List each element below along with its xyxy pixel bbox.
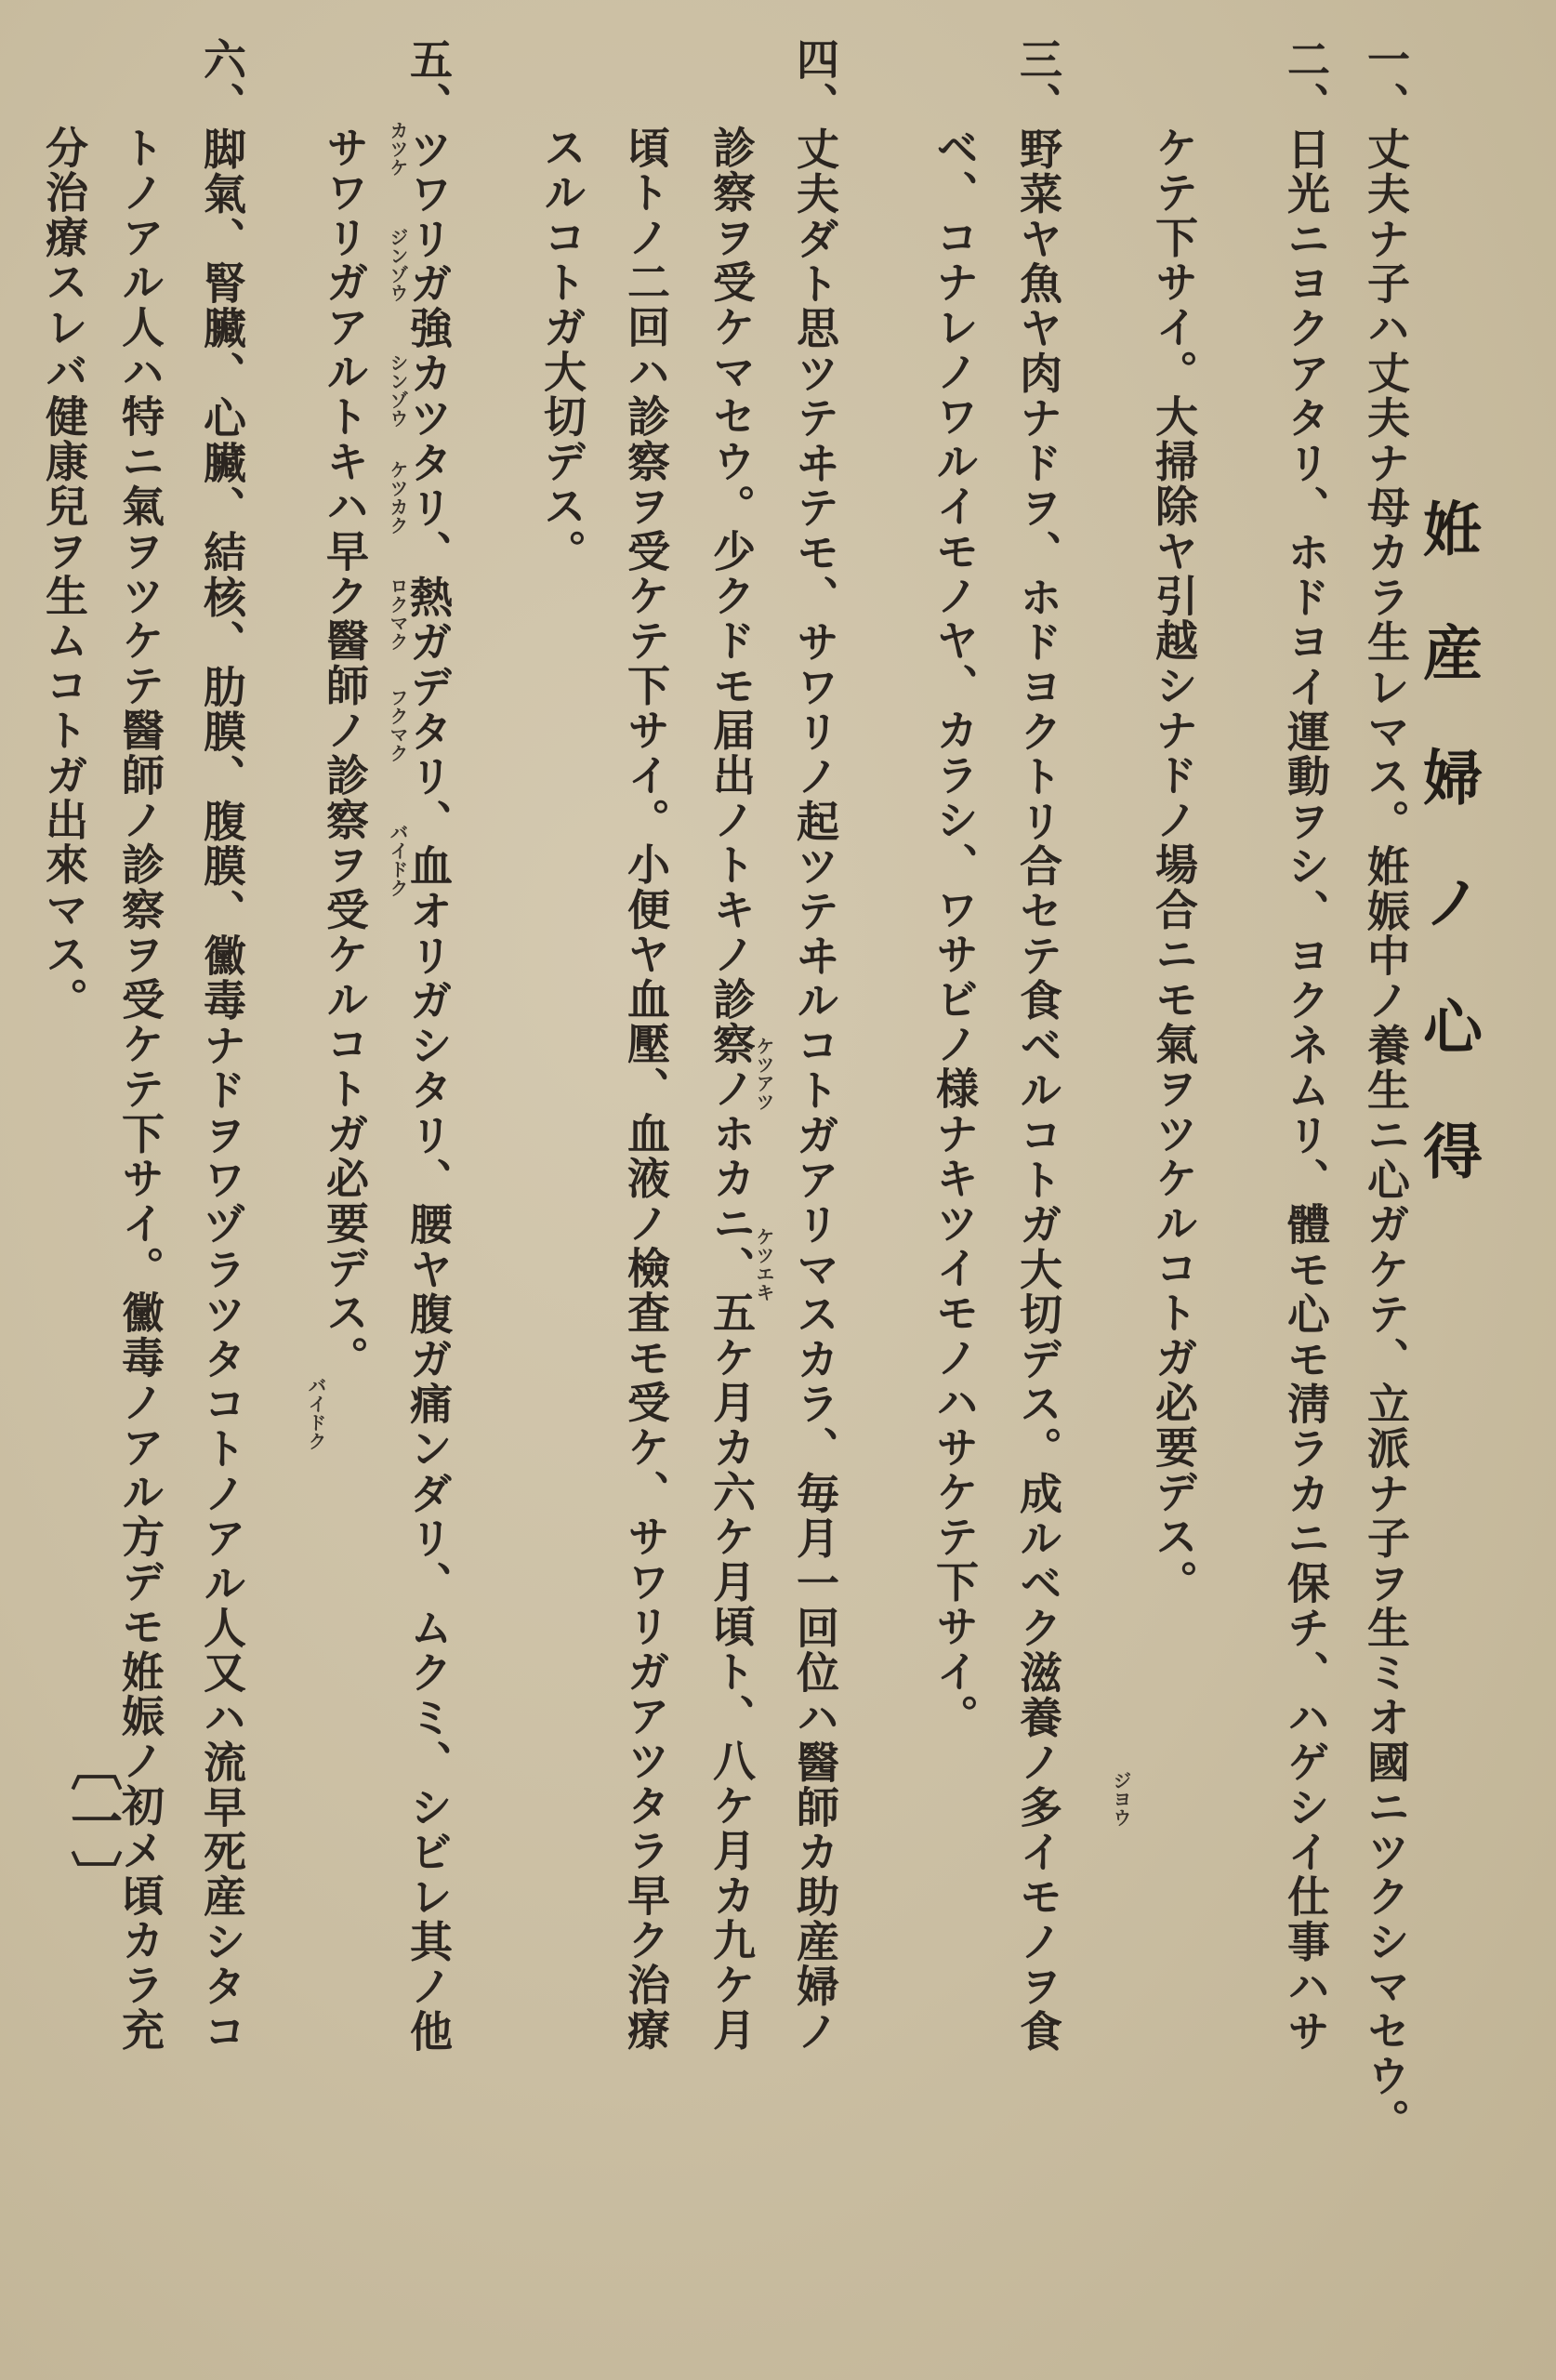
furigana-kakke: カツケ [387,121,409,177]
furigana-ketsuatsu: ケツアツ [753,1037,775,1111]
text-line-8: 頃トノ二回ハ診察ヲ受ケテ下サイ。小便ヤ血壓、血液ノ檢査モ受ケ、サワリガアツタラ早ク治療 [621,126,671,2053]
text-line-13: トノアル人ハ特ニ氣ヲツケテ醫師ノ診察ヲ受ケテ下サイ。黴毒ノアル方デモ姙娠ノ初メ頃カラ充 [115,126,165,2053]
text-line-5: ベ、コナレノワルイモノヤ、カラシ、ワサビノ様ナキツイモノハサケテ下サイ。 [930,126,980,1739]
page-title: 姙産婦ノ心得 [1413,497,1483,1245]
text-line-14: 分治療スレバ健康兒ヲ生ムコトガ出來マス。 [39,126,89,1022]
furigana-baidoku-2: バイドク [305,1376,327,1450]
text-line-7: 診察ヲ受ケマセウ。少クドモ届出ノトキノ診察ノホカニ、五ケ月カ六ケ月頃ト、八ケ月カ九ケ月 [706,126,757,2053]
page-number: 〔一〕 [62,1739,124,1906]
furigana-fukumaku: フクマク [387,688,409,762]
furigana-ketsueki: ケツエキ [753,1227,775,1302]
furigana-kekkaku: ケツカク [387,460,409,535]
text-line-3: ケテ下サイ。大掃除ヤ引越シナドノ場合ニモ氣ヲツケルコトガ必要デス。 [1149,126,1199,1605]
furigana-baidoku-1: バイドク [387,823,409,897]
furigana-shinzou: シンゾウ [387,353,409,428]
text-line-2: 二、日光ニヨクアタリ、ホドヨイ運動ヲシ、ヨクネムリ、體モ心モ淸ラカニ保チ、ハゲシイ仕事ハサ [1281,37,1331,2054]
text-line-10: 五、ツワリガ強カツタリ、熱ガデタリ、血オリガシタリ、腰ヤ腹ガ痛ンダリ、ムクミ、シビレ其ノ他 [403,37,454,2054]
furigana-rokumaku: ロクマク [387,576,409,651]
text-line-12: 六、脚氣、腎臟、心臟、結核、肋膜、腹膜、黴毒ナドヲワヅラツタコトノアル人又ハ流早死産シタコ [197,37,247,2054]
text-line-6: 四、丈夫ダト思ツテヰテモ、サワリノ起ツテヰルコトガアリマスカラ、毎月一回位ハ醫師カ助産婦ノ [790,37,840,2054]
text-line-1: 一、丈夫ナ子ハ丈夫ナ母カラ生レマス。姙娠中ノ養生ニ心ガケテ、立派ナ子ヲ生ミオ國ニツクシマセウ。 [1361,37,1411,2144]
text-line-11: サワリガアルトキハ早ク醫師ノ診察ヲ受ケルコトガ必要デス。 [320,126,370,1381]
furigana-jinzou: ジンゾウ [387,228,409,302]
furigana-jiyou: ジヨウ [1110,1771,1132,1827]
text-line-4: 三、野菜ヤ魚ヤ肉ナドヲ、ホドヨクトリ合セテ食ベルコトガ大切デス。成ルベク滋養ノ多イモノヲ食 [1013,37,1063,2054]
text-line-9: スルコトガ大切デス。 [537,126,587,574]
